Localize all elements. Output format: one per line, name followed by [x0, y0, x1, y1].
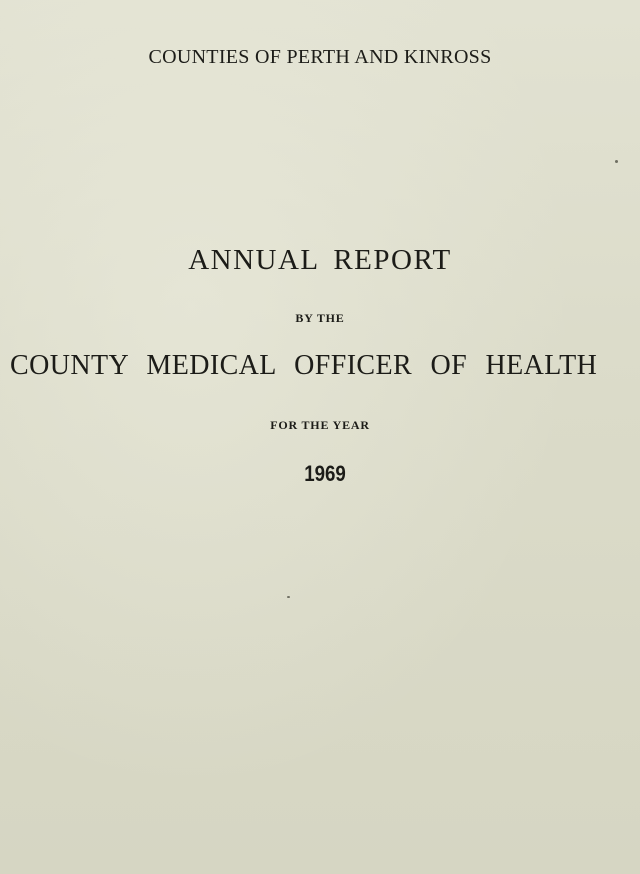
report-title: ANNUAL REPORT [188, 244, 452, 276]
paper-speck [287, 596, 290, 598]
by-line: BY THE [295, 311, 345, 325]
paper-speck [615, 160, 618, 163]
report-year: 1969 [304, 461, 346, 486]
officer-title: COUNTY MEDICAL OFFICER OF HEALTH [10, 350, 598, 381]
for-year-line: FOR THE YEAR [270, 418, 370, 432]
counties-heading: COUNTIES OF PERTH AND KINROSS [148, 46, 492, 68]
